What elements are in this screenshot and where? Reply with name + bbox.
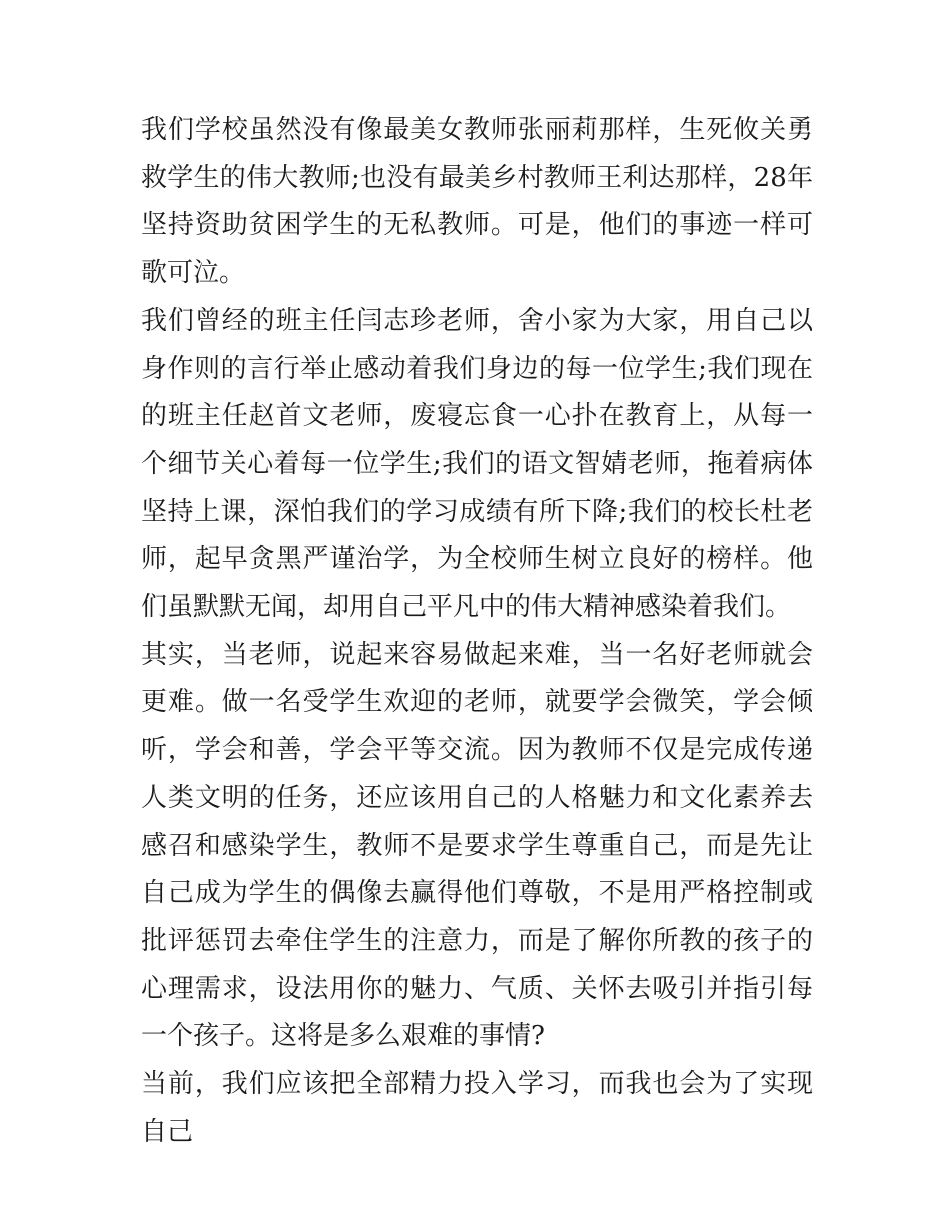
document-body: [141, 107, 813, 1156]
paragraph-2: 我们曾经的班主任闫志珍老师，舍小家为大家，用自己以身作则的言行举止感动着我们身边的每一位学生;我们现在的班主任赵首文老师，废寝忘食一心扑在教育上，从每一个细节关心着每一位学生;我们的语文智婧老师，拖着病体坚持上课，深怕我们的学习成绩有所下降;我们的校长杜老师，起早贪黑严谨治学，为全校师生树立良好的榜样。他们虽默默无闻，却用自己平凡中的伟大精神感染着我们。: [141, 305, 813, 623]
paragraph-4: 当前，我们应该把全部精力投入学习，而我也会为了实现自己: [141, 1069, 813, 1147]
paragraph-3: 其实，当老师，说起来容易做起来难，当一名好老师就会更难。做一名受学生欢迎的老师，就要学会微笑，学会倾听，学会和善，学会平等交流。因为教师不仅是完成传递人类文明的任务，还应该用自己的人格魅力和文化素养去感召和感染学生，教师不是要求学生尊重自己，而是先让自己成为学生的偶像去赢得他们尊敬，不是用严格控制或批评惩罚去牵住学生的注意力，而是了解你所教的孩子的心理需求，设法用你的魅力、气质、关怀去吸引并指引每一个孩子。这将是多么艰难的事情?: [141, 639, 813, 1052]
paragraph-1: 我们学校虽然没有像最美女教师张丽莉那样，生死攸关勇救学生的伟大教师;也没有最美乡村教师王利达那样，28年坚持资助贫困学生的无私教师。可是，他们的事迹一样可歌可泣。: [141, 115, 813, 289]
